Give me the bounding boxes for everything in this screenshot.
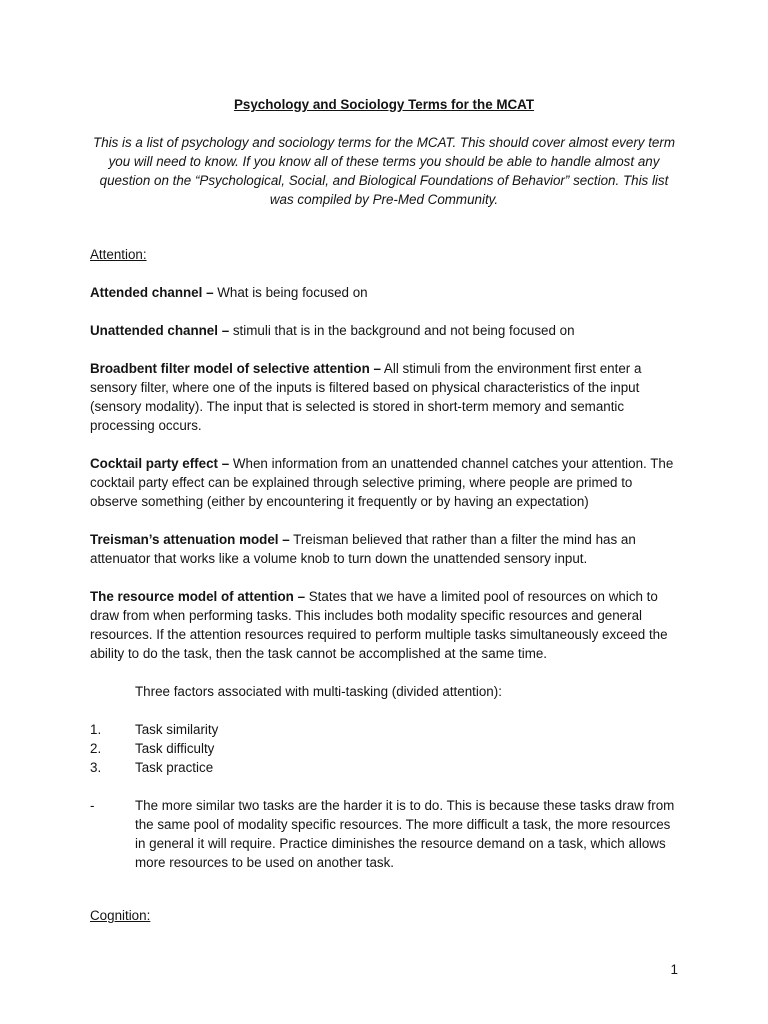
term-name: Unattended channel – [90,323,230,338]
term-name: Cocktail party effect – [90,456,230,471]
list-number: 3. [90,760,102,775]
term-definition: When information from an unattended channel catches your attention. The cocktail party effect can be explained through selective priming, where people are primed to observe something (either by encountering it frequently or by having an expectation) [90,456,674,509]
term-entry [90,530,680,568]
dash-item-text: The more similar two tasks are the harder it is to do. This is because these tasks draw from the same pool of modality specific resources. The more difficult a task, the more resources in general it will require. Practice diminishes the resource demand on a task, which allows more resources to be used on another task. [135,798,675,870]
term-definition: stimuli that is in the background and not being focused on [229,323,575,338]
term-entry [90,359,680,435]
term-definition: What is being focused on [213,285,368,300]
page-number: 1 [670,962,678,977]
document-title: Psychology and Sociology Terms for the MCAT [233,97,535,112]
attention-section [90,245,680,872]
factors-intro: Three factors associated with multi-tasking (divided attention): [135,684,502,699]
list-item [90,720,680,739]
term-entry [90,321,680,340]
list-number: 2. [90,741,102,756]
dash-list-item [90,796,680,872]
list-item-text: Task practice [135,760,214,775]
term-name: The resource model of attention – [90,589,306,604]
dash-marker: - [90,798,95,813]
term-definition: States that we have a limited pool of resources on which to draw from when performing tasks. This includes both modality specific resources and general resources. If the attention resources required to perform multiple tasks simultaneously exceed the ability to do the task, then the task cannot be accomplished at the same time. [90,589,668,661]
term-name: Treisman’s attenuation model – [90,532,290,547]
term-entry [90,587,680,663]
term-name: Attended channel – [90,285,214,300]
list-item-text: Task difficulty [135,741,215,756]
term-definition: All stimuli from the environment first enter a sensory filter, where one of the inputs is filtered based on physical characteristics of the input (sensory modality). The input that is selected is stored in short-term memory and semantic processing occurs. [90,361,642,433]
document-intro: This is a list of psychology and sociology terms for the MCAT. This should cover almost every term you will need to know. If you know all of these terms you should be able to handle almost any question on the “Psychological, Social, and Biological Foundations of Behavior” section. This list was compiled by Pre-Med Community. [93,135,675,207]
section-heading-attention: Attention: [90,247,147,262]
section-heading-cognition: Cognition: [90,908,151,923]
list-item-text: Task similarity [135,722,219,737]
term-entry [90,454,680,511]
list-item [90,739,680,758]
factors-list [90,720,680,777]
term-name: Broadbent filter model of selective attention – [90,361,381,376]
term-entry [90,283,680,302]
list-number: 1. [90,722,102,737]
list-item [90,758,680,777]
term-definition: Treisman believed that rather than a filter the mind has an attenuator that works like a volume knob to turn down the unattended sensory input. [90,532,636,566]
